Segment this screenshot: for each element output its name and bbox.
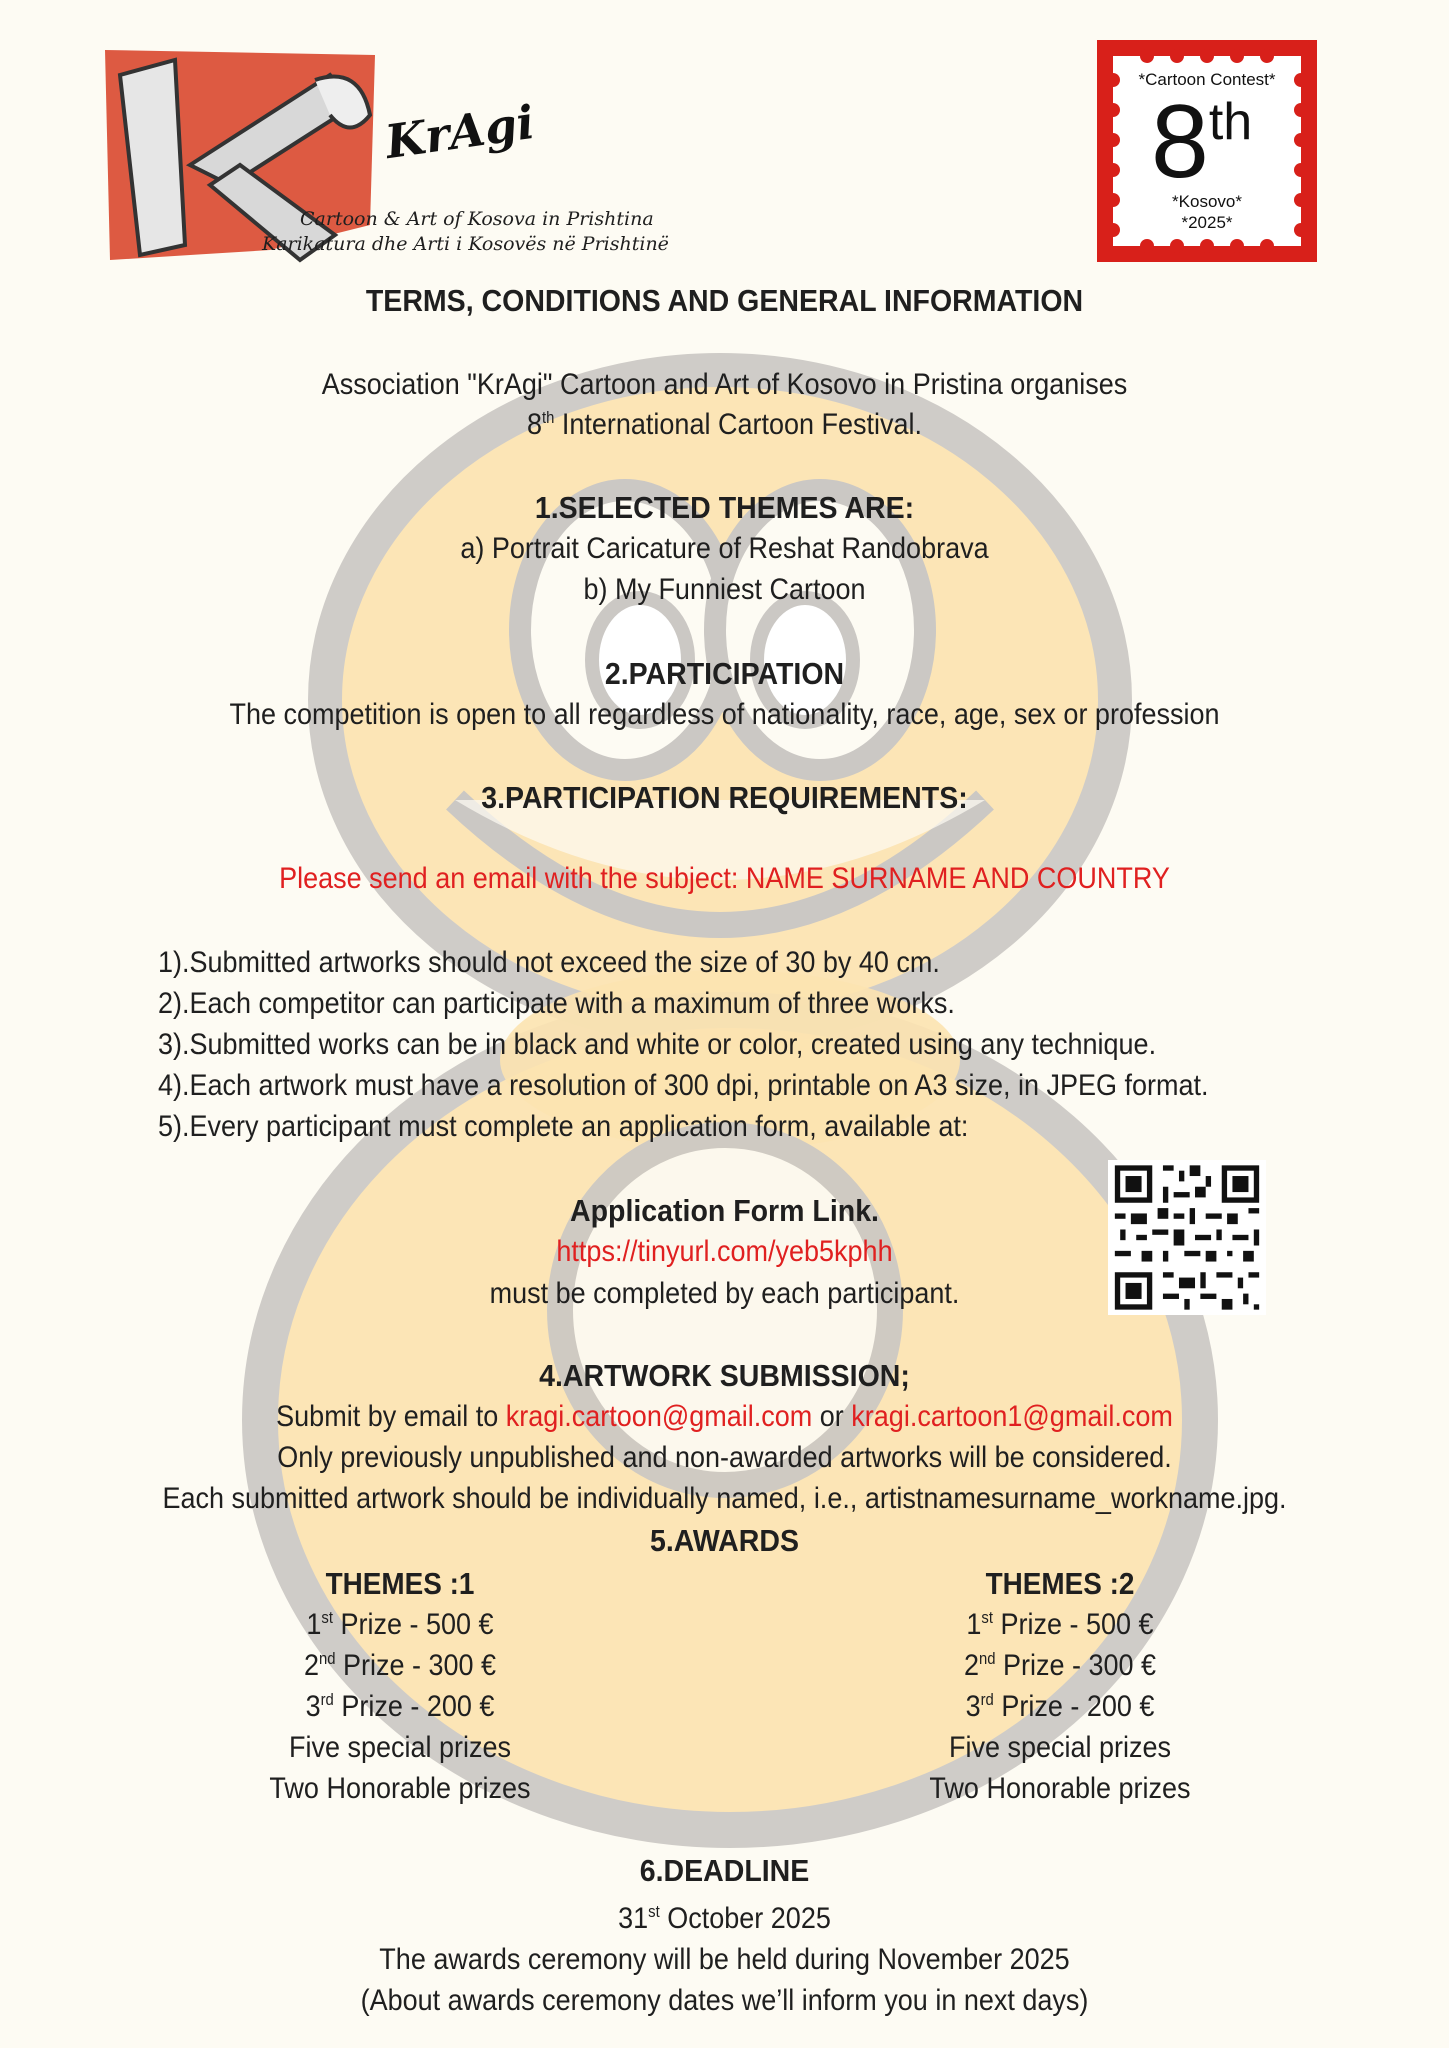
requirement-item: 4).Each artwork must have a resolution of 300 dpi, printable on A3 size, in JPEG format.: [158, 1069, 1209, 1102]
prize-row: 1st Prize - 500 €: [966, 1608, 1154, 1641]
application-form-heading: Application Form Link.: [570, 1193, 879, 1228]
logo-caption-sq: Karikatura dhe Arti i Kosovës në Prishtinë: [262, 233, 669, 255]
application-form-note: must be completed by each participant.: [489, 1277, 960, 1310]
submit-line: [72, 1400, 1376, 1434]
qr-code[interactable]: [1108, 1160, 1266, 1315]
section2-heading: 2.PARTICIPATION: [604, 656, 845, 691]
email-link-1[interactable]: kragi.cartoon@gmail.com: [505, 1400, 813, 1433]
email-link-2[interactable]: kragi.cartoon1@gmail.com: [851, 1400, 1173, 1433]
email-subject-note: Please send an email with the subject: NAME SURNAME AND COUNTRY: [279, 862, 1170, 895]
submission-line-3: Each submitted artwork should be individually named, i.e., artistnamesurname_workname.jpg.: [162, 1482, 1287, 1515]
awards-column-theme-1: [190, 1563, 610, 1809]
awards-column-title: THEMES :1: [325, 1566, 475, 1601]
ceremony-note: (About awards ceremony dates we’ll inform you in next days): [360, 1984, 1089, 2017]
intro-line-1: Association "KrAgi" Cartoon and Art of Kosovo in Pristina organises: [321, 368, 1128, 401]
theme-b: b) My Funniest Cartoon: [583, 573, 866, 606]
submit-prefix: Submit by email to: [276, 1400, 506, 1433]
prize-row: 3rd Prize - 200 €: [965, 1690, 1155, 1723]
prize-row: 1st Prize - 500 €: [306, 1608, 494, 1641]
intro-line-2: [72, 408, 1376, 442]
section5-heading: 5.AWARDS: [650, 1523, 799, 1558]
section1-heading: 1.SELECTED THEMES ARE:: [534, 490, 915, 525]
honorable-prizes: Two Honorable prizes: [929, 1772, 1191, 1805]
requirement-item: 1).Submitted artworks should not exceed the size of 30 by 40 cm.: [158, 946, 940, 979]
stamp-country: *Kosovo*: [1172, 192, 1242, 211]
section3-heading: 3.PARTICIPATION REQUIREMENTS:: [481, 780, 968, 815]
honorable-prizes: Two Honorable prizes: [269, 1772, 531, 1805]
intro-edition-suffix: th: [541, 409, 555, 427]
deadline-ordinal: st: [648, 1903, 660, 1921]
logo-signature: KrAgi: [381, 94, 538, 170]
participation-text: The competition is open to all regardless of nationality, race, age, sex or profession: [229, 698, 1220, 731]
deadline-date: [72, 1902, 1376, 1936]
section4-heading: 4.ARTWORK SUBMISSION;: [539, 1358, 910, 1393]
awards-column-theme-2: [850, 1563, 1270, 1809]
stamp-top-label: *Cartoon Contest*: [1138, 70, 1276, 89]
contest-stamp: [1097, 40, 1317, 262]
stamp-year: *2025*: [1181, 213, 1233, 232]
intro-festival-name: International Cartoon Festival.: [554, 408, 923, 441]
prize-row: 2nd Prize - 300 €: [963, 1649, 1157, 1682]
stamp-number-block: [1151, 84, 1253, 200]
application-form-link[interactable]: https://tinyurl.com/yeb5kphh: [556, 1235, 893, 1268]
requirement-item: 3).Submitted works can be in black and white or color, created using any technique.: [158, 1028, 1157, 1061]
requirement-item: 5).Every participant must complete an application form, available at:: [158, 1110, 969, 1143]
deadline-month-year: October 2025: [659, 1902, 831, 1935]
deadline-day: 31: [618, 1902, 649, 1935]
prize-row: 2nd Prize - 300 €: [303, 1649, 497, 1682]
prize-row: 3rd Prize - 200 €: [305, 1690, 495, 1723]
theme-a: a) Portrait Caricature of Reshat Randobrava: [460, 532, 989, 565]
awards-column-title: THEMES :2: [985, 1566, 1135, 1601]
logo-caption-en: Cartoon & Art of Kosova in Prishtina: [300, 208, 654, 230]
section6-heading: 6.DEADLINE: [639, 1853, 810, 1888]
submission-line-2: Only previously unpublished and non-awarded artworks will be considered.: [277, 1441, 1172, 1474]
special-prizes: Five special prizes: [948, 1731, 1172, 1764]
stamp-number: 8: [1151, 84, 1209, 200]
intro-edition-number: 8: [526, 408, 542, 441]
page-title: TERMS, CONDITIONS AND GENERAL INFORMATION: [365, 283, 1084, 318]
submit-or: or: [812, 1400, 852, 1433]
stamp-suffix: th: [1208, 93, 1253, 151]
requirements-list: [158, 942, 1238, 1147]
special-prizes: Five special prizes: [288, 1731, 512, 1764]
requirement-item: 2).Each competitor can participate with a maximum of three works.: [158, 987, 955, 1020]
ceremony-line: The awards ceremony will be held during November 2025: [379, 1943, 1070, 1976]
